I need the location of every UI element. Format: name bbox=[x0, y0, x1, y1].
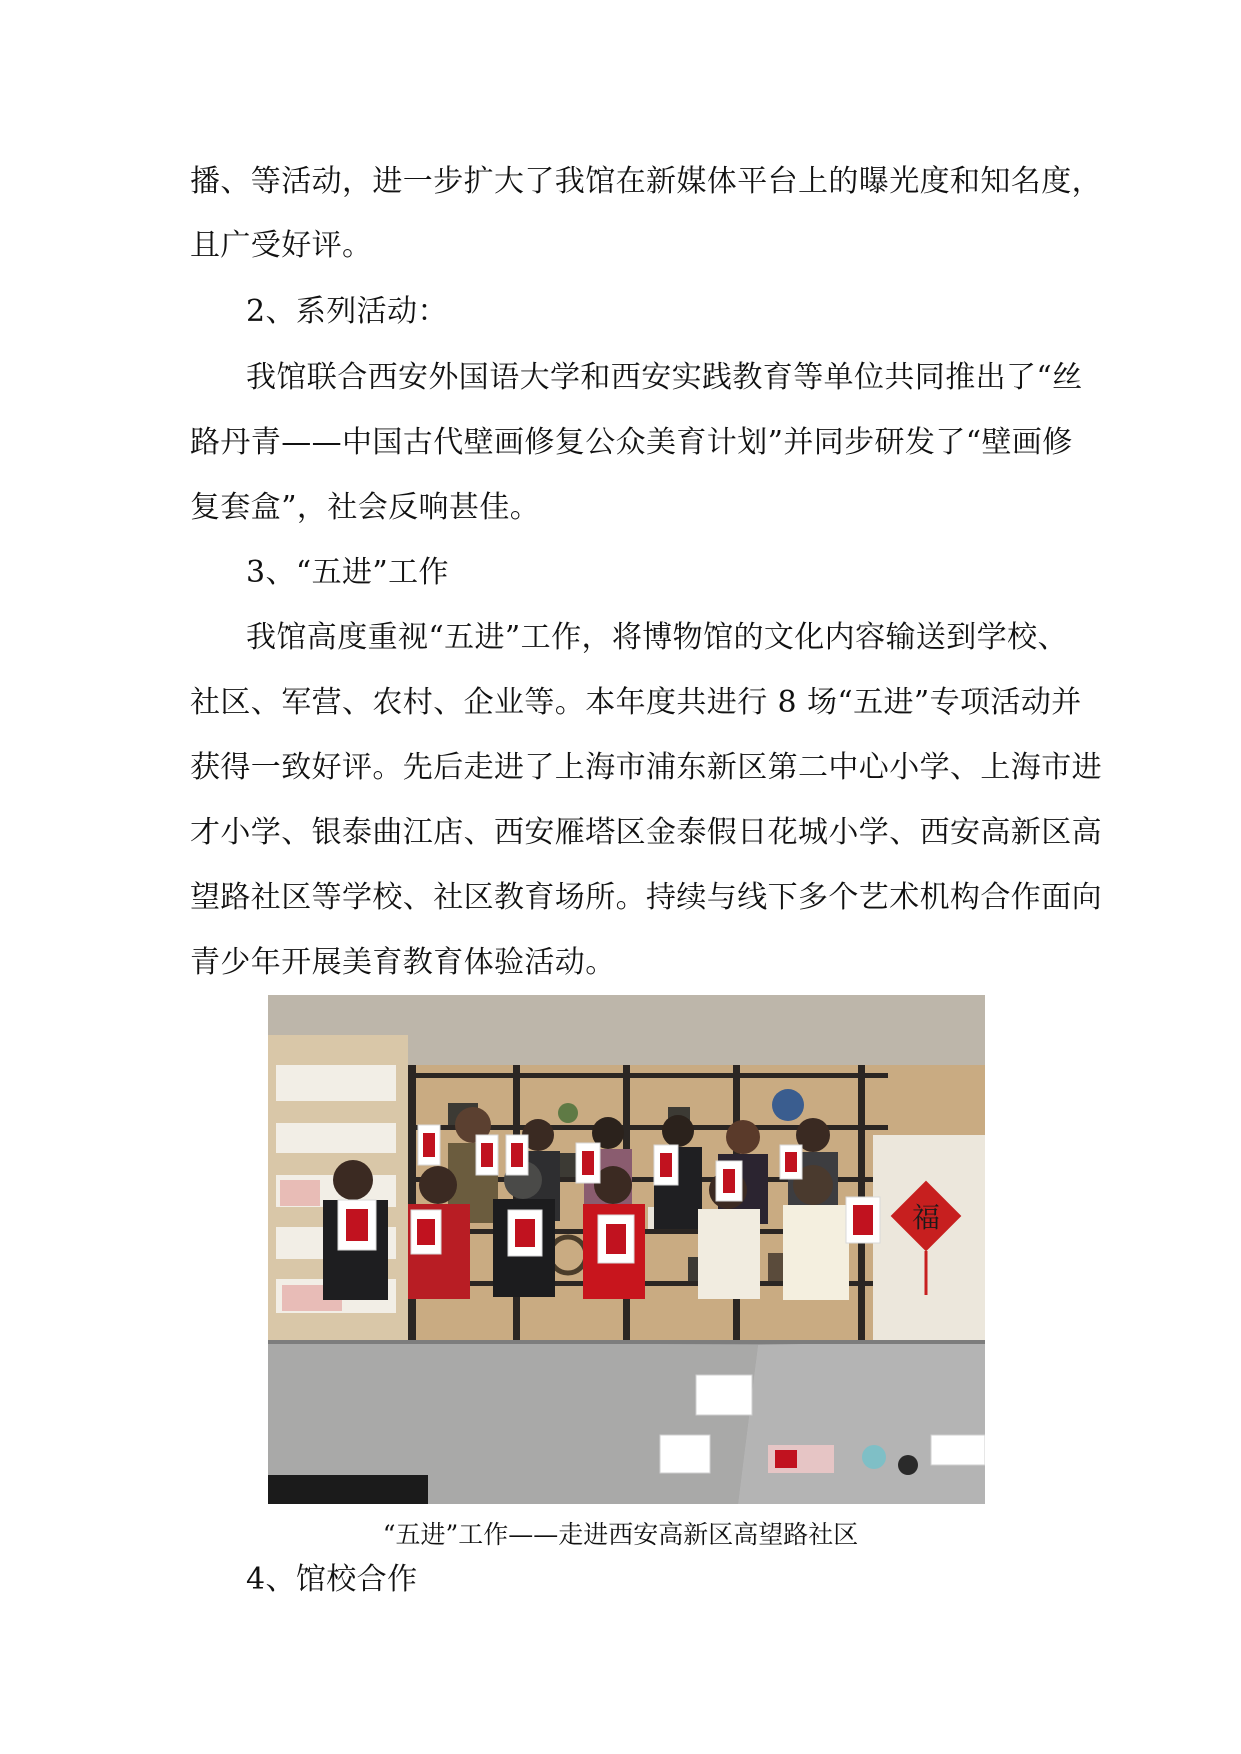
paragraph-line: 且广受好评。 bbox=[190, 228, 373, 263]
fu-sign-text: 福 bbox=[911, 1201, 941, 1234]
section-heading: 2、系列活动： bbox=[246, 294, 448, 329]
group-photo bbox=[268, 995, 985, 1504]
section-heading: 4、馆校合作 bbox=[246, 1562, 418, 1597]
paragraph-line: 播、等活动，进一步扩大了我馆在新媒体平台上的曝光度和知名度， bbox=[190, 164, 1102, 199]
paragraph-line: 复套盒”，社会反响甚佳。 bbox=[190, 490, 541, 525]
paragraph-line: 望路社区等学校、社区教育场所。持续与线下多个艺术机构合作面向 bbox=[190, 880, 1102, 915]
paragraph-line: 青少年开展美育教育体验活动。 bbox=[190, 945, 616, 980]
paragraph-line: 社区、军营、农村、企业等。本年度共进行 8 场“五进”专项活动并 bbox=[190, 685, 1082, 720]
section-heading: 3、“五进”工作 bbox=[246, 555, 449, 590]
figure-caption: “五进”工作——走进西安高新区高望路社区 bbox=[382, 1520, 859, 1549]
paragraph-line: 路丹青——中国古代壁画修复公众美育计划”并同步研发了“壁画修 bbox=[190, 425, 1073, 460]
paragraph-line: 获得一致好评。先后走进了上海市浦东新区第二中心小学、上海市进 bbox=[190, 750, 1102, 785]
paragraph-line: 才小学、银泰曲江店、西安雁塔区金泰假日花城小学、西安高新区高 bbox=[190, 815, 1102, 850]
paragraph-line: 我馆联合西安外国语大学和西安实践教育等单位共同推出了“丝 bbox=[246, 360, 1083, 395]
paragraph-line: 我馆高度重视“五进”工作，将博物馆的文化内容输送到学校、 bbox=[246, 620, 1068, 655]
